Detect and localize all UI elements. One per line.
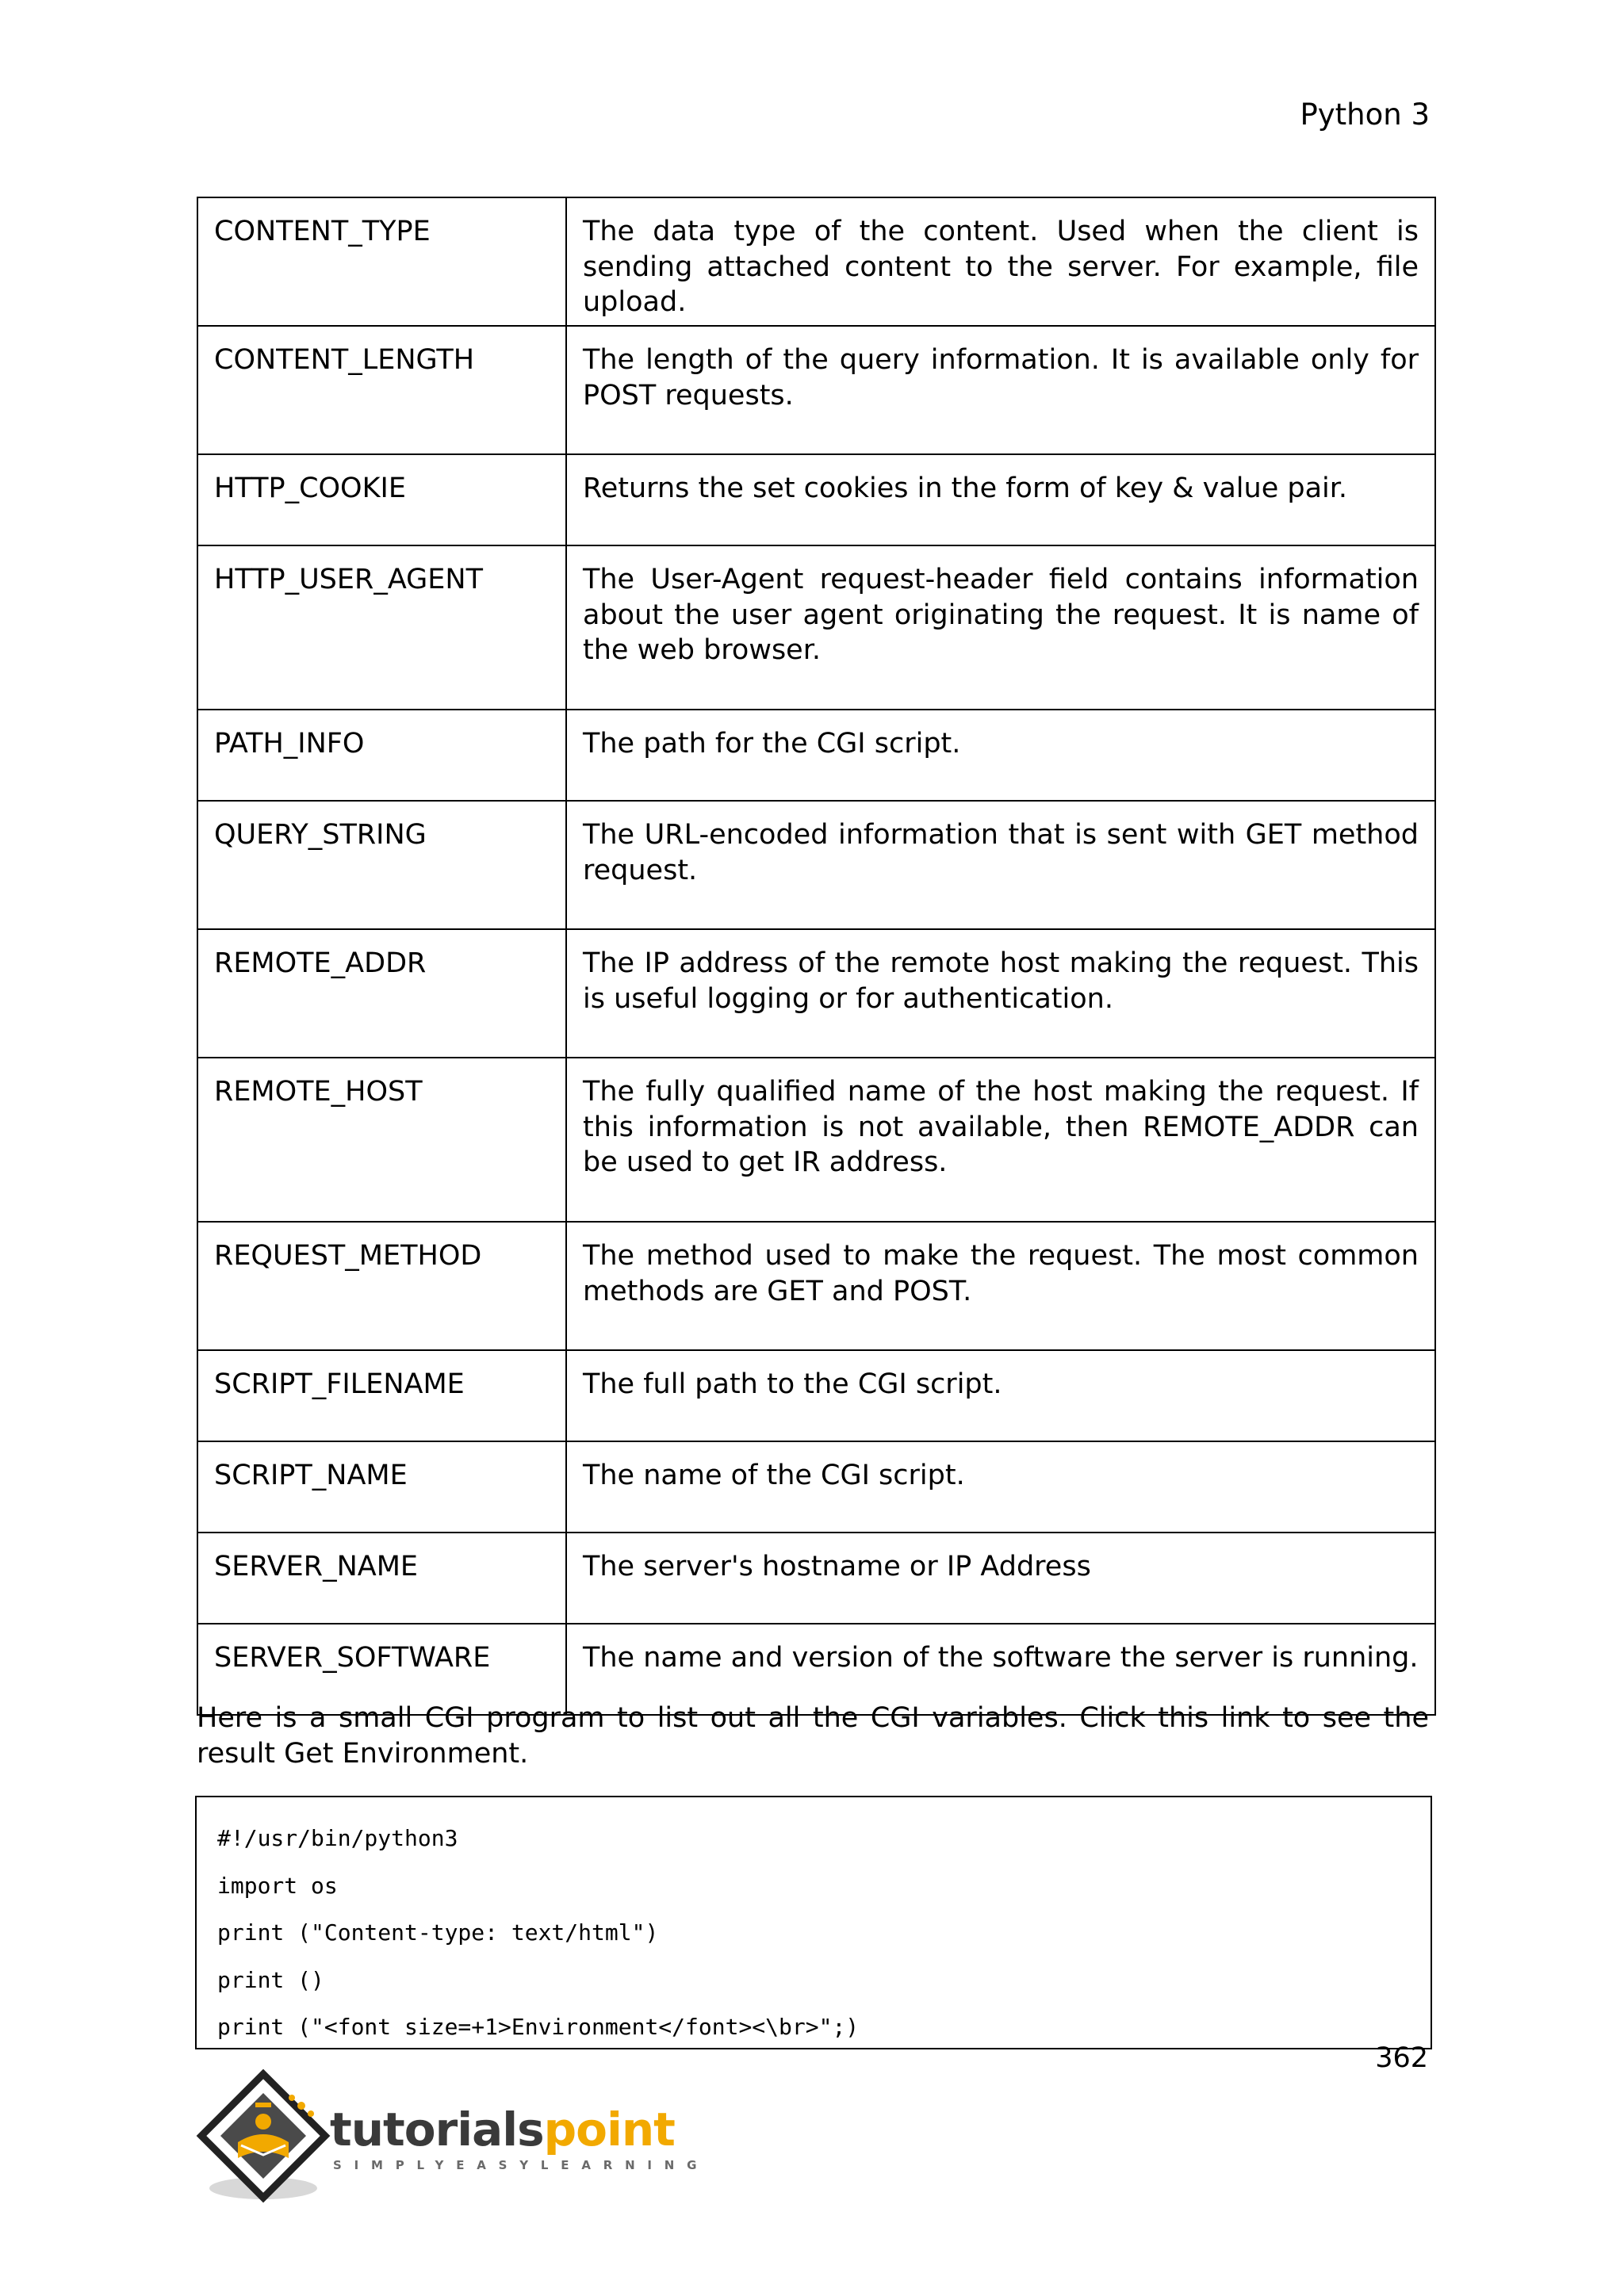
variable-description-cell: The server's hostname or IP Address [566, 1533, 1435, 1624]
logo-tagline: SIMPLYEASYLEARNING [333, 2158, 710, 2172]
table-row [197, 801, 1435, 929]
variable-name-cell: SERVER_SOFTWARE [197, 1624, 566, 1715]
table-row [197, 710, 1435, 801]
page-header-title: Python 3 [1300, 98, 1430, 132]
table-row [197, 1222, 1435, 1350]
table-row [197, 454, 1435, 545]
table-row [197, 326, 1435, 454]
code-line: #!/usr/bin/python3 [217, 1825, 458, 1851]
code-line: print ("<font size=+1>Environment</font><\br>";) [217, 2014, 860, 2040]
logo-text-part2: point [543, 2103, 675, 2156]
table-row [197, 1058, 1435, 1222]
variable-description-cell: The name of the CGI script. [566, 1441, 1435, 1533]
variable-description-cell: Returns the set cookies in the form of key & value pair. [566, 454, 1435, 545]
variable-description-cell: The IP address of the remote host making the request. This is useful logging or for authentication. [566, 929, 1435, 1058]
variable-description-cell: The path for the CGI script. [566, 710, 1435, 801]
variable-description-cell: The URL-encoded information that is sent with GET method request. [566, 801, 1435, 929]
page-number: 362 [1375, 2042, 1428, 2074]
code-line: print ("Content-type: text/html") [217, 1919, 659, 1946]
variable-name-cell: SCRIPT_FILENAME [197, 1350, 566, 1441]
logo-wordmark [330, 2104, 675, 2155]
variable-name-cell: CONTENT_TYPE [197, 197, 566, 326]
variable-name-cell: REMOTE_ADDR [197, 929, 566, 1058]
variable-name-cell: SERVER_NAME [197, 1533, 566, 1624]
code-block [195, 1796, 1432, 2049]
variable-description-cell: The data type of the content. Used when the client is sending attached content to the server. For example, file upload. [566, 197, 1435, 326]
code-line: import os [217, 1872, 338, 1899]
variable-name-cell: PATH_INFO [197, 710, 566, 801]
variable-description-cell: The User-Agent request-header field contains information about the user agent originating the request. It is name of the web browser. [566, 545, 1435, 710]
variable-name-cell: HTTP_USER_AGENT [197, 545, 566, 710]
variable-name-cell: SCRIPT_NAME [197, 1441, 566, 1533]
table-row [197, 1441, 1435, 1533]
variable-description-cell: The name and version of the software the server is running. [566, 1624, 1435, 1715]
tutorialspoint-logo [193, 2069, 710, 2212]
variable-name-cell: QUERY_STRING [197, 801, 566, 929]
intro-paragraph: Here is a small CGI program to list out all the CGI variables. Click this link to see the result Get Environment. [197, 1702, 1429, 1770]
variable-name-cell: REMOTE_HOST [197, 1058, 566, 1222]
variable-name-cell: REQUEST_METHOD [197, 1222, 566, 1350]
logo-mark-icon [193, 2069, 336, 2212]
variable-description-cell: The length of the query information. It is available only for POST requests. [566, 326, 1435, 454]
variable-name-cell: HTTP_COOKIE [197, 454, 566, 545]
table-row [197, 1350, 1435, 1441]
table-row [197, 929, 1435, 1058]
code-line: print () [217, 1966, 324, 1993]
cgi-variables-table [197, 197, 1436, 1716]
variable-description-cell: The full path to the CGI script. [566, 1350, 1435, 1441]
variable-description-cell: The fully qualified name of the host making the request. If this information is not available, then REMOTE_ADDR can be used to get IR address. [566, 1058, 1435, 1222]
variable-name-cell: CONTENT_LENGTH [197, 326, 566, 454]
table-row [197, 545, 1435, 710]
variable-description-cell: The method used to make the request. The most common methods are GET and POST. [566, 1222, 1435, 1350]
table-row [197, 1533, 1435, 1624]
table-row [197, 197, 1435, 326]
table-body [197, 197, 1435, 1715]
logo-text-part1: tutorials [330, 2103, 544, 2156]
